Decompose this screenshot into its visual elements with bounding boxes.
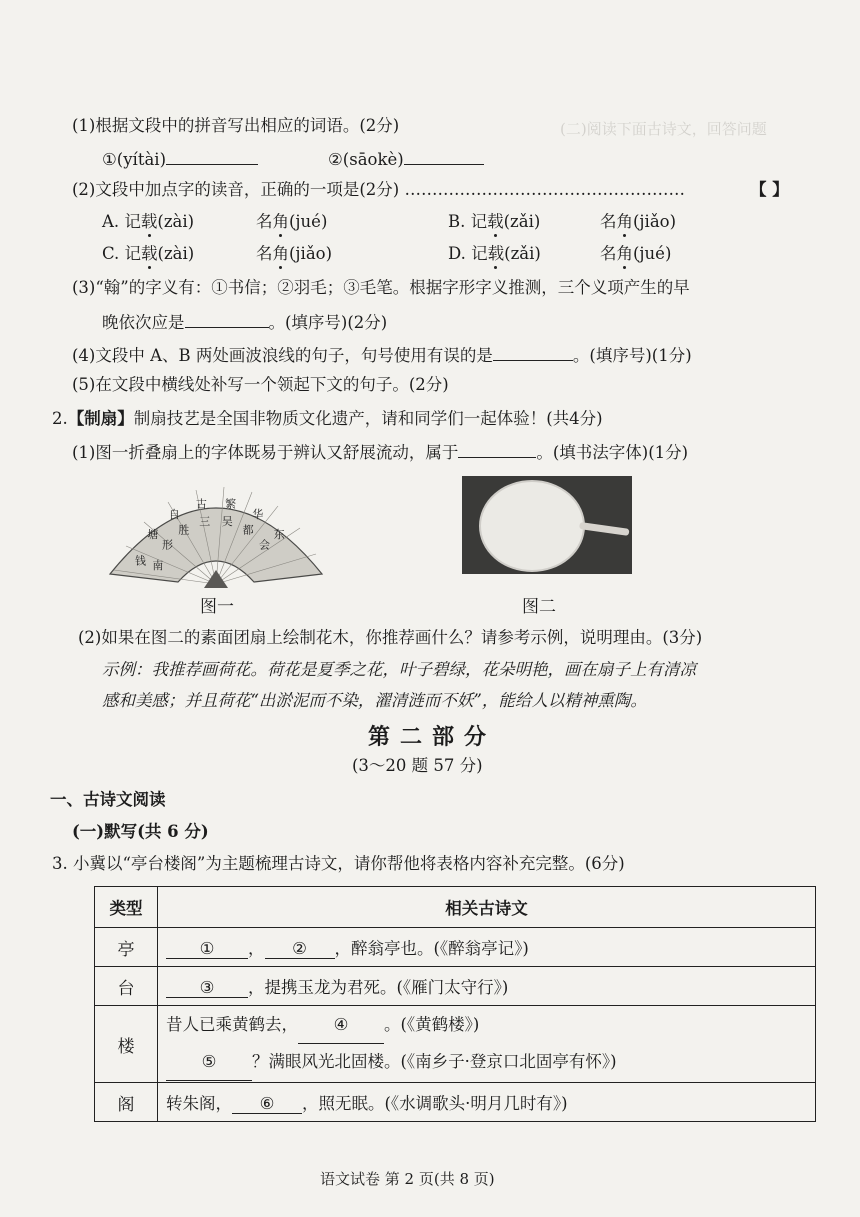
- answer-bracket: 【 】: [750, 180, 789, 199]
- blank-1[interactable]: ①: [166, 939, 248, 959]
- round-fan-photo: [462, 476, 632, 574]
- section-one-sub: (一)默写(共 6 分): [72, 822, 209, 841]
- option-d-2: 名角(jué): [600, 244, 672, 263]
- fan-char: 塘: [147, 528, 159, 542]
- part-two-title: 第二部分: [368, 724, 497, 750]
- section-one-title: 一、古诗文阅读: [50, 790, 166, 809]
- table-row-tai: [95, 967, 816, 1006]
- option-b: B. 记载(zǎi): [448, 212, 541, 231]
- fan-char: 三: [199, 515, 211, 529]
- option-c-2: 名角(jiǎo): [256, 244, 333, 263]
- blank-4[interactable]: ④: [298, 1007, 384, 1044]
- fan-char: 繁: [225, 497, 237, 511]
- figure-2-caption: 图二: [522, 597, 556, 617]
- poem-cell: ③ ，提携玉龙为君死。(《雁门太守行》): [158, 967, 816, 1006]
- q1-sub1: (1)根据文段中的拼音写出相应的词语。(2分): [72, 116, 400, 135]
- poem-cell: 转朱阁， ⑥ ，照无眠。(《水调歌头·明月几时有》): [158, 1083, 816, 1122]
- option-a: A. 记载(zài): [102, 212, 195, 231]
- q1-sub1-blanks: ①(yítài) ②(sāokè): [102, 146, 484, 172]
- type-cell: 楼: [95, 1006, 158, 1083]
- q2-title: 2.【制扇】制扇技艺是全国非物质文化遗产，请和同学们一起体验！(共4分): [52, 409, 603, 428]
- table-row-ting: [95, 928, 816, 967]
- fan-char: 会: [259, 538, 270, 552]
- q1-sub2: (2)文段中加点字的读音，正确的一项是(2分) ……………………………………………: [72, 180, 685, 199]
- fan-char: 吴: [221, 515, 233, 529]
- q1-sub5: (5)在文段中横线处补写一个领起下文的句子。(2分): [72, 375, 449, 394]
- bleed-through-text: (二)阅读下面古诗文，回答问题: [560, 120, 767, 138]
- option-a-2: 名角(jué): [256, 212, 328, 231]
- type-cell: 台: [95, 967, 158, 1006]
- fan-char: 钱: [135, 554, 146, 568]
- fan-char: 东: [273, 528, 285, 542]
- fan-char: 胜: [178, 523, 190, 537]
- example-line-2: 感和美感；并且荷花“出淤泥而不染，濯清涟而不妖”，能给人以精神熏陶。: [102, 691, 647, 710]
- q3-title: 3. 小冀以“亭台楼阁”为主题梳理古诗文，请你帮他将表格内容补充完整。(6分): [52, 854, 625, 873]
- blank-6[interactable]: ⑥: [232, 1094, 302, 1114]
- blank-2[interactable]: ②: [265, 939, 335, 959]
- poem-table: [94, 886, 816, 1122]
- table-row-lou: [95, 1006, 816, 1083]
- fan-char: 形: [162, 538, 173, 552]
- option-b-2: 名角(jiǎo): [600, 212, 677, 231]
- q2-sub2: (2)如果在图二的素面团扇上绘制花木，你推荐画什么？请参考示例，说明理由。(3分): [78, 628, 703, 647]
- header-poem: 相关古诗文: [158, 887, 816, 928]
- fan-char: 南: [152, 559, 164, 573]
- q1-sub3-line2: 晚依次应是 。(填序号)(2分): [102, 309, 387, 335]
- type-cell: 阁: [95, 1083, 158, 1122]
- poem-cell: 昔人已乘黄鹤去， ④ 。(《黄鹤楼》) ⑤ ？满眼风光北固楼。(《南乡子·登京口北固亭有怀》): [158, 1006, 816, 1083]
- fan-char: 古: [195, 497, 207, 511]
- table-header-row: [95, 887, 816, 928]
- page-footer: 语文试卷 第 2 页(共 8 页): [320, 1170, 495, 1188]
- type-cell: 亭: [95, 928, 158, 967]
- part-two-subtitle: (3～20 题 57 分): [352, 756, 483, 775]
- option-c: C. 记载(zài): [102, 244, 195, 263]
- figure-1-caption: 图一: [200, 597, 234, 617]
- option-d: D. 记载(zǎi): [448, 244, 541, 263]
- poem-cell: ① ， ② ，醉翁亭也。(《醉翁亭记》): [158, 928, 816, 967]
- q2-sub1: (1)图一折叠扇上的字体既易于辨认又舒展流动，属于 。(填书法字体)(1分): [72, 439, 688, 465]
- example-line-1: 示例：我推荐画荷花。荷花是夏季之花，叶子碧绿，花朵明艳，画在扇子上有清凉: [102, 660, 696, 679]
- header-type: 类型: [95, 887, 158, 928]
- table-row-ge: [95, 1083, 816, 1122]
- folding-fan-image: [104, 470, 328, 590]
- blank-5[interactable]: ⑤: [166, 1044, 252, 1081]
- q1-sub4: (4)文段中 A、B 两处画波浪线的句子，句号使用有误的是 。(填序号)(1分): [72, 342, 692, 368]
- blank-3[interactable]: ③: [166, 978, 248, 998]
- fan-char: 自: [168, 508, 180, 522]
- fan-char: 华: [252, 508, 264, 522]
- q1-sub3: (3)“翰”的字义有：①书信；②羽毛；③毛笔。根据字形字义推测，三个义项产生的早: [72, 278, 690, 297]
- fan-char: 都: [242, 523, 254, 537]
